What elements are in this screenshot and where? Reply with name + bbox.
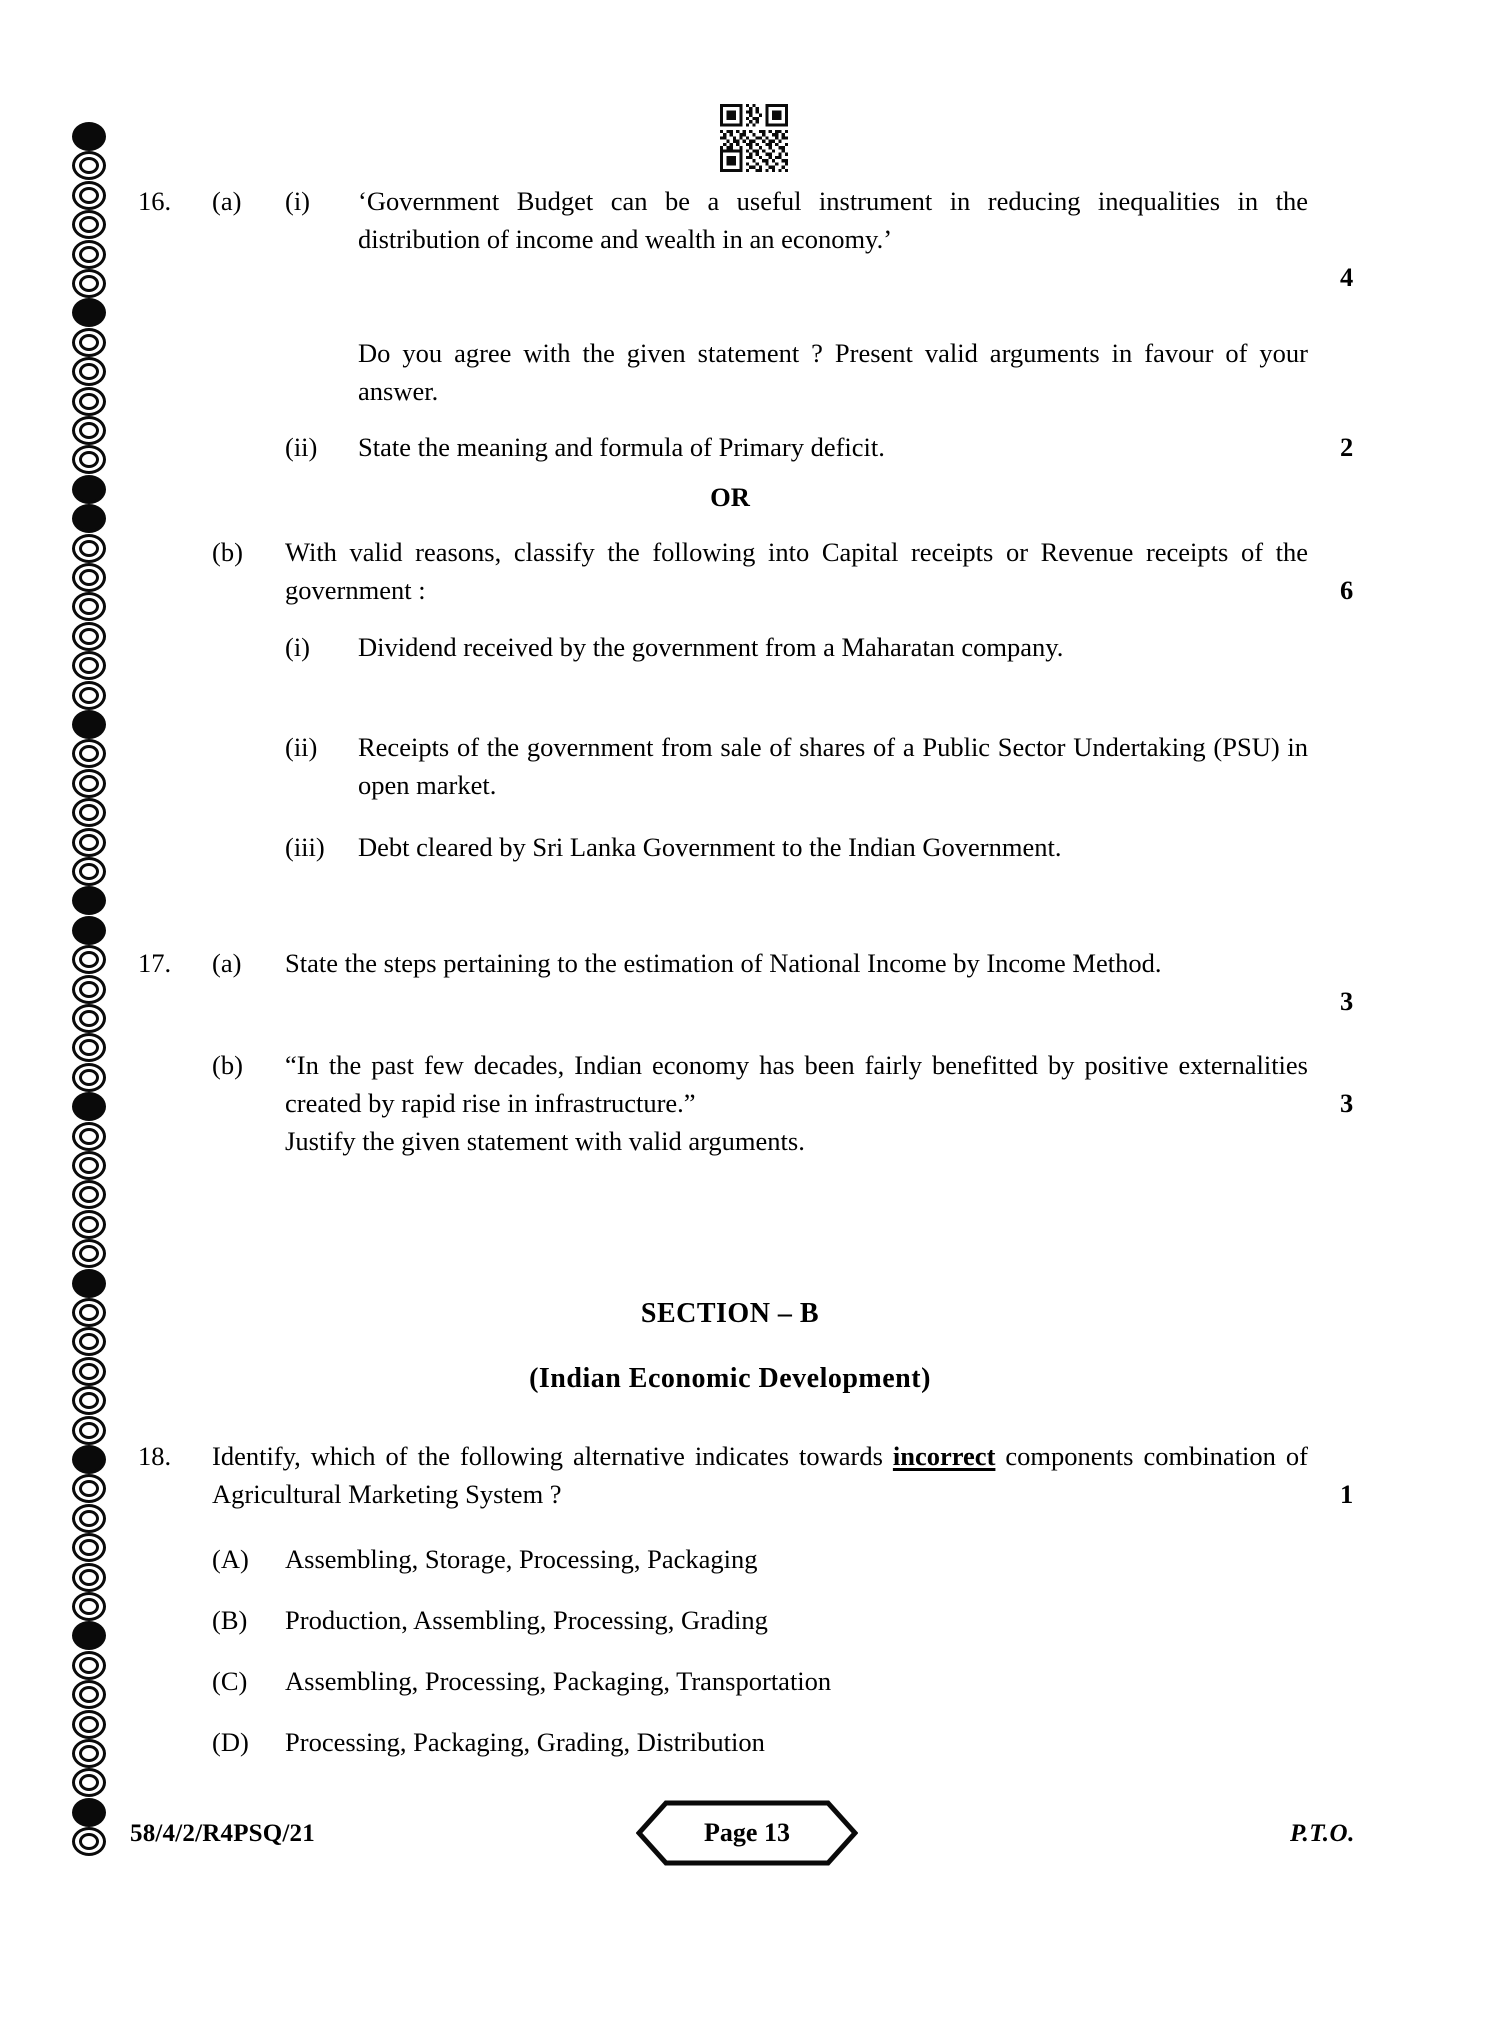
- binding-ring: [72, 416, 106, 445]
- binding-ring: [72, 739, 106, 768]
- binding-ring: [72, 1739, 106, 1768]
- question-17-part-b-text: “In the past few decades, Indian economy has been fairly benefitted by positive externalities created by rapid rise in infrastructure.”: [285, 1050, 1308, 1118]
- binding-ring: [72, 798, 106, 827]
- binding-ring: [72, 240, 106, 269]
- question-16-part-b-item-iii-text: Debt cleared by Sri Lanka Government to the Indian Government.: [358, 832, 1062, 862]
- question-16-part-b-item-i-label: (i): [285, 632, 311, 662]
- binding-ring: [72, 1063, 106, 1092]
- question-16-part-a-i-text: ‘Government Budget can be a useful instrument in reducing inequalities in the distribution of income and wealth in an economy.’: [358, 186, 1308, 254]
- binding-ring: [72, 534, 106, 563]
- binding-ring: [72, 1151, 106, 1180]
- binding-ring-margin: [72, 122, 116, 1862]
- binding-ring: [72, 622, 106, 651]
- binding-ring: [72, 1798, 106, 1827]
- question-16-part-a-i-label: (i): [285, 186, 311, 216]
- mcq-option-b-text[interactable]: Production, Assembling, Processing, Grading: [285, 1605, 768, 1635]
- page-number-label: Page 13: [704, 1818, 790, 1847]
- question-16-part-a-i-continuation: Do you agree with the given statement ? Present valid arguments in favour of your answer.: [358, 338, 1308, 406]
- question-16-part-a-ii-text: State the meaning and formula of Primary deficit.: [358, 432, 885, 462]
- turn-over-label: P.T.O.: [1290, 1820, 1355, 1847]
- question-18-stem: Identify, which of the following alternative indicates towards incorrect components combination of Agricultural Marketing System ?: [212, 1441, 1308, 1509]
- mcq-option-d-label[interactable]: (D): [212, 1727, 249, 1757]
- binding-ring: [72, 1592, 106, 1621]
- question-16-part-b-item-i-text: Dividend received by the government from a Maharatan company.: [358, 632, 1064, 662]
- binding-ring: [72, 563, 106, 592]
- binding-ring: [72, 1210, 106, 1239]
- binding-ring: [72, 1563, 106, 1592]
- binding-ring: [72, 1033, 106, 1062]
- mcq-option-c-text[interactable]: Assembling, Processing, Packaging, Transportation: [285, 1666, 832, 1696]
- binding-ring: [72, 886, 106, 915]
- mcq-stem-emphasis: incorrect: [892, 1441, 996, 1471]
- binding-ring: [72, 151, 106, 180]
- binding-ring: [72, 181, 106, 210]
- binding-ring: [72, 298, 106, 327]
- question-number-18: 18.: [138, 1441, 172, 1471]
- mcq-option-b-label[interactable]: (B): [212, 1605, 248, 1635]
- binding-ring: [72, 1474, 106, 1503]
- question-17-part-a-label: (a): [212, 948, 242, 978]
- question-17-part-b-marks: 3: [1340, 1088, 1354, 1118]
- mcq-option-c-label[interactable]: (C): [212, 1666, 248, 1696]
- binding-ring: [72, 1092, 106, 1121]
- binding-ring: [72, 357, 106, 386]
- question-16-part-a-ii-label: (ii): [285, 432, 318, 462]
- or-divider-16: OR: [710, 482, 750, 512]
- question-17-part-a-marks: 3: [1340, 986, 1354, 1016]
- binding-ring: [72, 1239, 106, 1268]
- binding-ring: [72, 1710, 106, 1739]
- mcq-option-d-text[interactable]: Processing, Packaging, Grading, Distribution: [285, 1727, 765, 1757]
- binding-ring: [72, 1122, 106, 1151]
- question-16-part-b-item-iii-label: (iii): [285, 832, 325, 862]
- binding-ring: [72, 210, 106, 239]
- section-b-title: SECTION – B: [640, 1298, 820, 1329]
- mcq-option-a-label[interactable]: (A): [212, 1544, 249, 1574]
- question-16-part-b-item-ii-text: Receipts of the government from sale of shares of a Public Sector Undertaking (PSU) in open market.: [358, 732, 1308, 800]
- binding-ring: [72, 857, 106, 886]
- binding-ring: [72, 445, 106, 474]
- binding-ring: [72, 1504, 106, 1533]
- question-16-part-b-marks: 6: [1340, 575, 1354, 605]
- question-number-16: 16.: [138, 186, 172, 216]
- binding-ring: [72, 1680, 106, 1709]
- binding-ring: [72, 945, 106, 974]
- binding-ring: [72, 1269, 106, 1298]
- binding-ring: [72, 1004, 106, 1033]
- binding-ring: [72, 710, 106, 739]
- binding-ring: [72, 651, 106, 680]
- mcq-option-a-text[interactable]: Assembling, Storage, Processing, Packaging: [285, 1544, 758, 1574]
- question-18-marks: 1: [1340, 1479, 1354, 1509]
- binding-ring: [72, 328, 106, 357]
- binding-ring: [72, 122, 106, 151]
- binding-ring: [72, 828, 106, 857]
- binding-ring: [72, 769, 106, 798]
- binding-ring: [72, 1445, 106, 1474]
- binding-ring: [72, 916, 106, 945]
- binding-ring: [72, 1416, 106, 1445]
- question-17-part-a-text: State the steps pertaining to the estimation of National Income by Income Method.: [285, 948, 1162, 978]
- section-b-subtitle: (Indian Economic Development): [529, 1363, 931, 1394]
- question-16-part-a-i-marks: 4: [1340, 262, 1354, 292]
- question-16-part-b-label: (b): [212, 537, 243, 567]
- binding-ring: [72, 1621, 106, 1650]
- binding-ring: [72, 1533, 106, 1562]
- binding-ring: [72, 975, 106, 1004]
- paper-code: 58/4/2/R4PSQ/21: [130, 1820, 315, 1847]
- binding-ring: [72, 387, 106, 416]
- binding-ring: [72, 1827, 106, 1856]
- question-17-part-b-continuation: Justify the given statement with valid arguments.: [285, 1126, 805, 1156]
- question-16-part-a-ii-marks: 2: [1340, 432, 1354, 462]
- question-number-17: 17.: [138, 948, 172, 978]
- qr-code: [718, 104, 790, 172]
- binding-ring: [72, 681, 106, 710]
- question-16-part-a-label: (a): [212, 186, 242, 216]
- binding-ring: [72, 592, 106, 621]
- binding-ring: [72, 1180, 106, 1209]
- question-16-part-b-text: With valid reasons, classify the following into Capital receipts or Revenue receipts of the government :: [285, 537, 1308, 605]
- binding-ring: [72, 1651, 106, 1680]
- binding-ring: [72, 269, 106, 298]
- question-17-part-b-label: (b): [212, 1050, 243, 1080]
- binding-ring: [72, 1768, 106, 1797]
- question-16-part-b-item-ii-label: (ii): [285, 732, 318, 762]
